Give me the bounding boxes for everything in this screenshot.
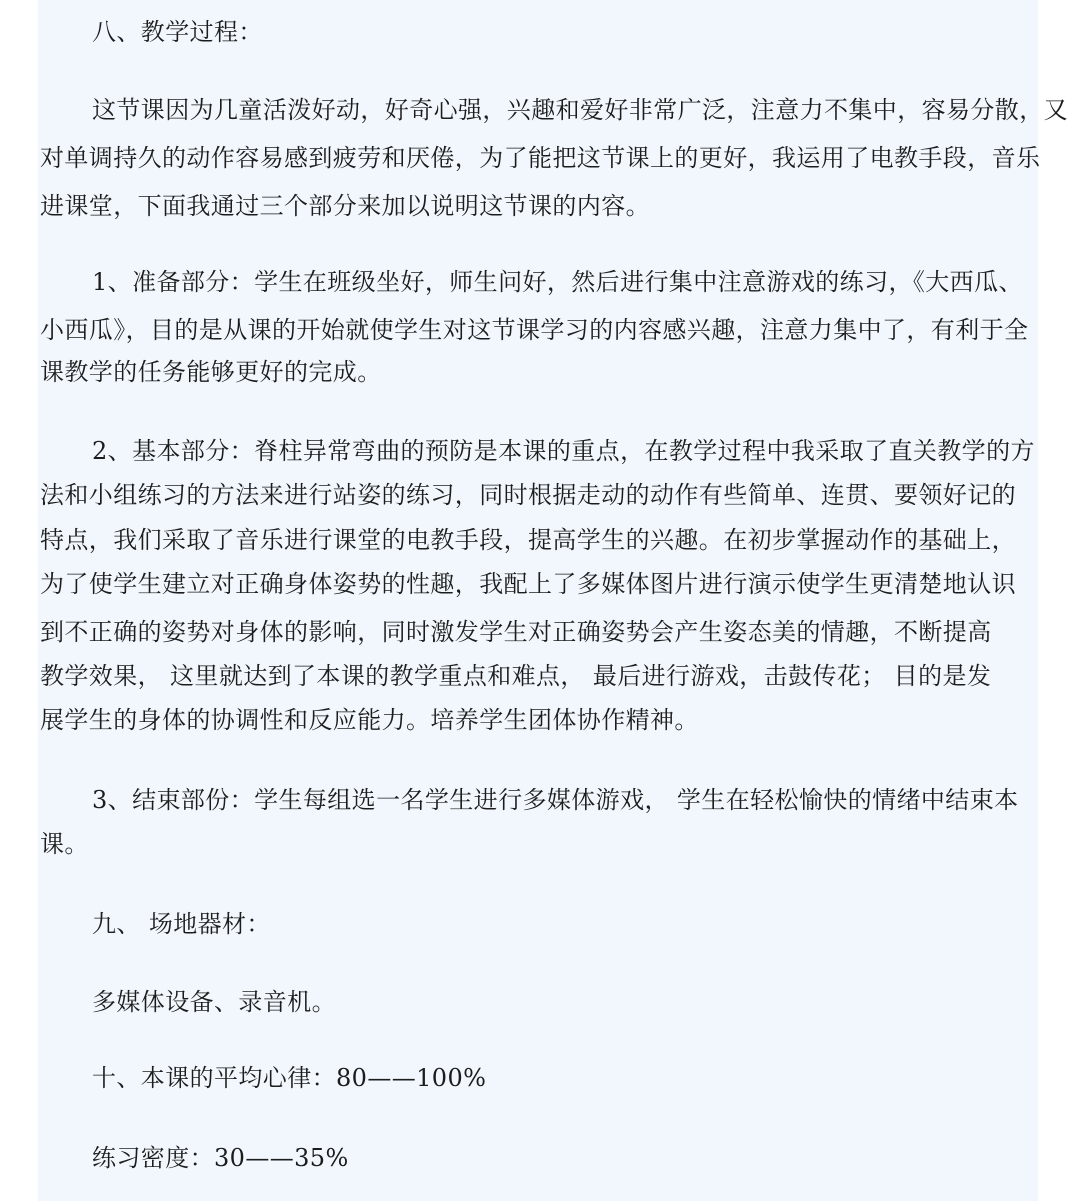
paragraph-line: 对单调持久的动作容易感到疲劳和厌倦，为了能把这节课上的更好，我运用了电教手段，音乐 (40, 144, 1041, 172)
section-heading-equipment: 九、 场地器材： (92, 910, 271, 938)
paragraph-line: 教学效果， 这里就达到了本课的教学重点和难点， 最后进行游戏，击鼓传花； 目的是发 (40, 662, 992, 690)
paragraph-line: 特点，我们采取了音乐进行课堂的电教手段，提高学生的兴趣。在初步掌握动作的基础上， (40, 526, 1016, 554)
section-heading-heart-rate: 十、本课的平均心律：80——100% (92, 1064, 487, 1092)
paragraph-line: 为了使学生建立对正确身体姿势的性趣，我配上了多媒体图片进行演示使学生更清楚地认识 (40, 570, 1016, 598)
exercise-density-text: 练习密度：30——35% (92, 1144, 349, 1172)
paragraph-line: 课。 (40, 830, 89, 858)
section-heading-teaching-process: 八、教学过程： (92, 18, 263, 46)
paragraph-line: 3、结束部份：学生每组选一名学生进行多媒体游戏， 学生在轻松愉快的情绪中结束本 (92, 786, 1019, 814)
paragraph-line: 这节课因为几童活泼好动，好奇心强，兴趣和爱好非常广泛，注意力不集中，容易分散，又 (92, 96, 1068, 124)
paragraph-line: 进课堂，下面我通过三个部分来加以说明这节课的内容。 (40, 192, 650, 220)
document-page (38, 0, 1068, 1201)
paragraph-line: 小西瓜》，目的是从课的开始就使学生对这节课学习的内容感兴趣，注意力集中了，有利于全 (40, 316, 1029, 344)
paragraph-line: 展学生的身体的协调性和反应能力。培养学生团体协作精神。 (40, 706, 699, 734)
paragraph-line: 课教学的任务能够更好的完成。 (40, 358, 382, 386)
paragraph-line: 法和小组练习的方法来进行站姿的练习，同时根据走动的动作有些简单、连贯、要领好记的 (40, 481, 1016, 509)
paragraph-line: 到不正确的姿势对身体的影响，同时激发学生对正确姿势会产生姿态美的情趣，不断提高 (40, 618, 992, 646)
paragraph-line: 2、基本部分：脊柱异常弯曲的预防是本课的重点，在教学过程中我采取了直关教学的方 (92, 437, 1035, 465)
paragraph-line: 1、准备部分：学生在班级坐好，师生问好，然后进行集中注意游戏的练习，《大西瓜、 (92, 268, 1023, 296)
equipment-text: 多媒体设备、录音机。 (92, 988, 336, 1016)
